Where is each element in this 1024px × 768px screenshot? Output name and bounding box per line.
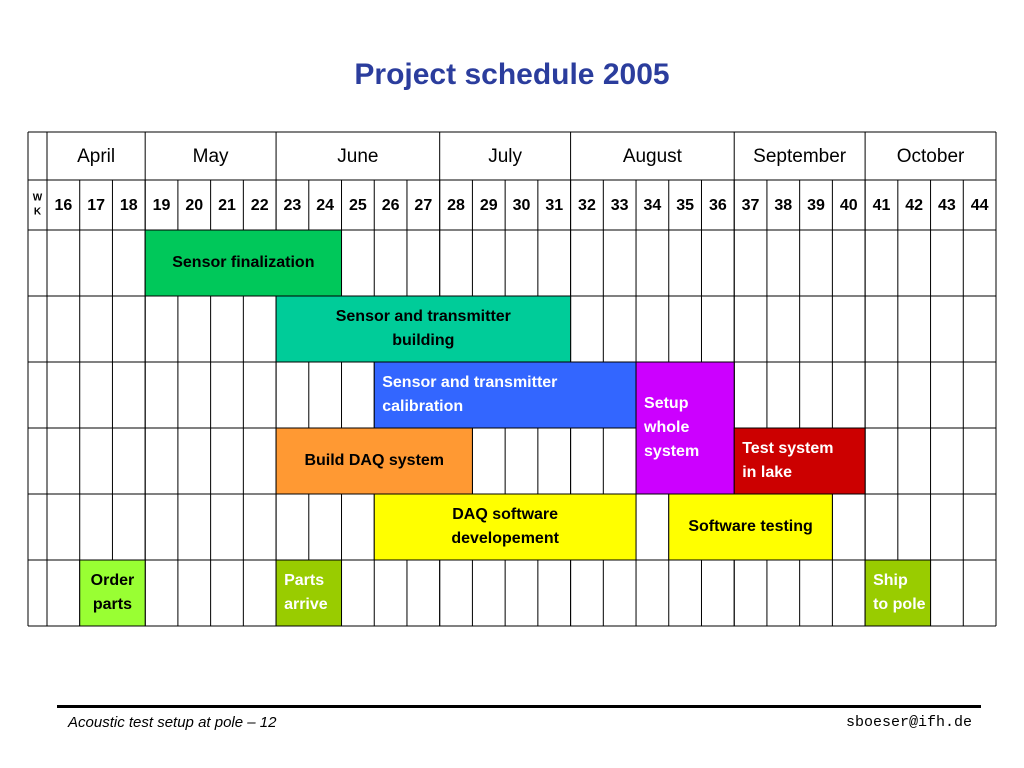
week-column-label: W (32, 192, 43, 204)
week-number: 33 (610, 197, 629, 215)
week-number: 43 (938, 197, 956, 215)
month-label: August (622, 146, 682, 168)
footer-caption: Acoustic test setup at pole – 12 (68, 714, 277, 731)
task-label: Software testing (688, 518, 813, 536)
footer-email: sboeser@ifh.de (845, 714, 972, 731)
week-number: 37 (741, 197, 760, 215)
slide-title: Project schedule 2005 (354, 58, 670, 91)
task-label: Sensor and transmitter (335, 308, 511, 326)
week-number: 31 (545, 197, 564, 215)
task-label: system (644, 443, 700, 461)
week-number: 16 (54, 197, 73, 215)
week-number: 25 (348, 197, 367, 215)
month-label: September (753, 146, 847, 168)
week-number: 30 (512, 197, 531, 215)
week-number: 27 (414, 197, 433, 215)
month-label: May (192, 146, 229, 168)
month-label: April (77, 146, 116, 168)
task-label: Build DAQ system (304, 452, 445, 470)
task-label: developement (451, 530, 559, 548)
task-bar (865, 560, 930, 626)
task-label: parts (92, 596, 133, 614)
task-bar (374, 494, 636, 560)
task-label: Sensor and transmitter (382, 374, 558, 392)
week-column-label: K (33, 206, 42, 218)
task-bar (734, 428, 865, 494)
task-label: to pole (873, 596, 926, 614)
week-number: 39 (807, 197, 825, 215)
month-label: June (337, 146, 379, 168)
footer-divider (57, 705, 981, 708)
week-number: 40 (839, 197, 858, 215)
task-label: arrive (284, 596, 328, 614)
week-number: 44 (970, 197, 989, 215)
week-number: 42 (905, 197, 924, 215)
task-label: DAQ software (452, 506, 559, 524)
task-bar (80, 560, 145, 626)
month-label: October (896, 146, 965, 168)
task-label: whole (644, 419, 690, 437)
week-number: 22 (250, 197, 269, 215)
week-number: 29 (479, 197, 498, 215)
task-label: building (392, 332, 455, 350)
week-number: 36 (708, 197, 727, 215)
task-label: Setup (644, 395, 689, 413)
task-bar (374, 362, 636, 428)
week-number: 34 (643, 197, 662, 215)
month-label: July (488, 146, 523, 168)
week-number: 35 (676, 197, 695, 215)
week-number: 18 (119, 197, 138, 215)
task-label: in lake (742, 464, 793, 482)
week-number: 41 (872, 197, 891, 215)
week-number: 20 (185, 197, 204, 215)
week-number: 17 (87, 197, 105, 215)
task-label: Sensor finalization (172, 254, 315, 272)
week-number: 28 (447, 197, 465, 215)
week-number: 23 (283, 197, 302, 215)
week-number: 24 (316, 197, 335, 215)
task-bar (276, 296, 571, 362)
task-label: calibration (382, 398, 464, 416)
week-number: 38 (774, 197, 793, 215)
week-number: 26 (381, 197, 400, 215)
week-number: 32 (578, 197, 596, 215)
task-label: Test system (742, 440, 834, 458)
week-number: 21 (218, 197, 236, 215)
task-label: Parts (284, 572, 325, 590)
task-label: Ship (873, 572, 908, 590)
task-label: Order (90, 572, 135, 590)
task-bar (276, 560, 341, 626)
week-number: 19 (152, 197, 171, 215)
